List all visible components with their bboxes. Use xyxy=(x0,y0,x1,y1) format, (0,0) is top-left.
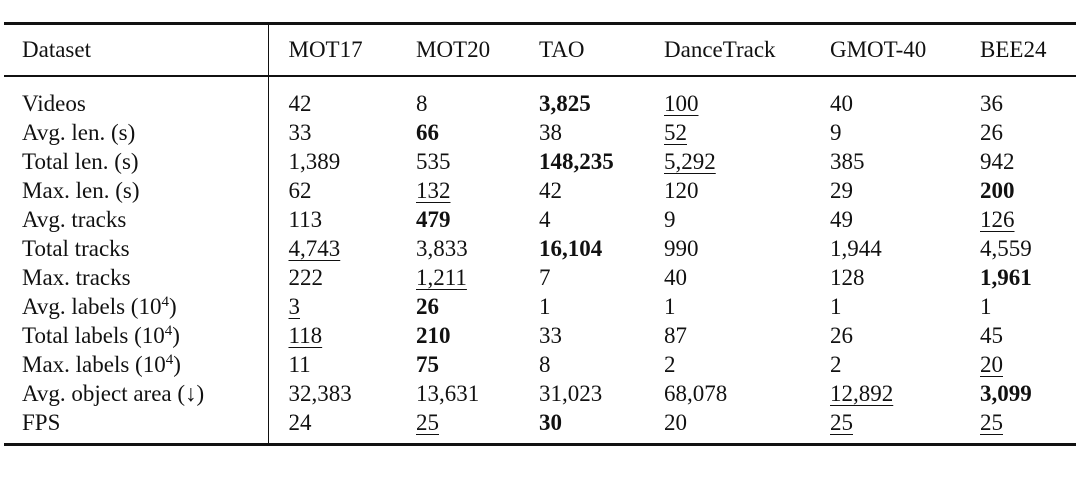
cell-value: 9 xyxy=(664,206,676,232)
cell-value: 3,099 xyxy=(980,380,1032,406)
table-row xyxy=(4,118,1076,147)
cell-value: 3 xyxy=(288,293,300,319)
cell-value: 29 xyxy=(830,177,853,203)
cell-value: 535 xyxy=(416,148,451,174)
cell-value: 132 xyxy=(416,177,451,203)
cell-value: 36 xyxy=(980,90,1003,116)
row-label-text: Max. labels (10 xyxy=(22,351,166,377)
table-cell xyxy=(960,292,1076,321)
cell-value: 42 xyxy=(539,177,562,203)
table-cell xyxy=(396,77,519,118)
cell-value: 26 xyxy=(830,322,853,348)
table-cell xyxy=(644,408,810,443)
cell-value: 13,631 xyxy=(416,380,480,406)
table-cell xyxy=(519,292,644,321)
table-cell xyxy=(268,234,396,263)
row-label xyxy=(4,379,268,408)
cell-value: 118 xyxy=(288,322,323,348)
table-cell xyxy=(519,205,644,234)
cell-value: 1 xyxy=(664,293,676,319)
table-cell xyxy=(644,118,810,147)
table-cell xyxy=(519,263,644,292)
cell-value: 7 xyxy=(539,264,551,290)
table-cell xyxy=(396,234,519,263)
cell-value: 11 xyxy=(288,351,311,377)
row-label-text: Avg. len. (s) xyxy=(22,119,136,145)
table-cell xyxy=(960,176,1076,205)
table-cell xyxy=(519,408,644,443)
cell-value: 4 xyxy=(539,206,551,232)
table-cell xyxy=(396,350,519,379)
header-cell-bee24: BEE24 xyxy=(980,37,1047,62)
cell-value: 33 xyxy=(539,322,562,348)
table-cell xyxy=(519,379,644,408)
table-cell xyxy=(810,77,960,118)
table-cell xyxy=(810,234,960,263)
row-label-text: Total len. (s) xyxy=(22,148,139,174)
cell-value: 1 xyxy=(980,293,992,319)
table-row xyxy=(4,77,1076,118)
cell-value: 1,961 xyxy=(980,264,1032,290)
table-cell xyxy=(268,205,396,234)
cell-value: 32,383 xyxy=(288,380,352,406)
cell-value: 3,825 xyxy=(539,90,591,116)
cell-value: 2 xyxy=(830,351,842,377)
table-cell xyxy=(396,263,519,292)
cell-value: 1,211 xyxy=(416,264,467,290)
cell-value: 148,235 xyxy=(539,148,614,174)
cell-value: 20 xyxy=(980,351,1003,377)
table-row xyxy=(4,321,1076,350)
row-label-exponent: 4 xyxy=(165,351,174,368)
cell-value: 45 xyxy=(980,322,1003,348)
table-cell xyxy=(519,147,644,176)
row-label-text: Max. tracks xyxy=(22,264,131,290)
cell-value: 30 xyxy=(539,409,562,435)
table-cell xyxy=(519,176,644,205)
cell-value: 128 xyxy=(830,264,865,290)
cell-value: 113 xyxy=(288,206,323,232)
header-row xyxy=(4,25,1076,75)
cell-value: 40 xyxy=(664,264,687,290)
header-cell-mot20: MOT20 xyxy=(416,37,491,62)
cell-value: 2 xyxy=(664,351,676,377)
table-cell xyxy=(519,350,644,379)
cell-value: 9 xyxy=(830,119,842,145)
table-cell xyxy=(644,350,810,379)
cell-value: 33 xyxy=(288,119,312,145)
table-cell xyxy=(519,321,644,350)
cell-value: 16,104 xyxy=(539,235,603,261)
header-cell-gmot40: GMOT-40 xyxy=(830,37,927,62)
cell-value: 1 xyxy=(539,293,551,319)
table-row xyxy=(4,205,1076,234)
table-row xyxy=(4,176,1076,205)
table-cell xyxy=(644,263,810,292)
row-label-suffix: ) xyxy=(172,322,180,348)
table-cell xyxy=(519,118,644,147)
header-cell-tao: TAO xyxy=(539,37,585,62)
table-cell xyxy=(644,292,810,321)
row-label-text: Avg. object area (↓) xyxy=(22,380,205,406)
cell-value: 200 xyxy=(980,177,1015,203)
table-cell xyxy=(960,379,1076,408)
cell-value: 26 xyxy=(416,293,439,319)
table-cell xyxy=(644,321,810,350)
table-cell xyxy=(810,147,960,176)
table-row xyxy=(4,379,1076,408)
table-cell xyxy=(960,321,1076,350)
header-cell-mot17: MOT17 xyxy=(268,25,396,75)
cell-value: 52 xyxy=(664,119,687,145)
cell-value: 62 xyxy=(288,177,312,203)
cell-value: 25 xyxy=(830,409,853,435)
cell-value: 479 xyxy=(416,206,451,232)
row-label-text: Avg. tracks xyxy=(22,206,127,232)
table-cell xyxy=(268,379,396,408)
row-label xyxy=(4,234,268,263)
cell-value: 25 xyxy=(980,409,1003,435)
table-cell xyxy=(644,176,810,205)
cell-value: 942 xyxy=(980,148,1015,174)
table-cell xyxy=(810,408,960,443)
table-cell xyxy=(396,147,519,176)
cell-value: 26 xyxy=(980,119,1003,145)
table-cell xyxy=(396,321,519,350)
cell-value: 1 xyxy=(830,293,842,319)
table-cell xyxy=(960,118,1076,147)
table-cell xyxy=(268,321,396,350)
table-cell xyxy=(810,263,960,292)
row-label-text: Total tracks xyxy=(22,235,130,261)
table-cell xyxy=(396,176,519,205)
row-label-text: Max. len. (s) xyxy=(22,177,140,203)
row-label-text: Total labels (10 xyxy=(22,322,165,348)
table-cell xyxy=(810,292,960,321)
table-cell xyxy=(960,205,1076,234)
table-cell xyxy=(644,379,810,408)
table-cell xyxy=(810,118,960,147)
cell-value: 66 xyxy=(416,119,439,145)
cell-value: 68,078 xyxy=(664,380,728,406)
cell-value: 25 xyxy=(416,409,439,435)
cell-value: 1,389 xyxy=(288,148,341,174)
dataset-comparison-table xyxy=(4,22,1076,446)
bottom-rule xyxy=(4,443,1076,446)
row-label-suffix: ) xyxy=(168,293,177,319)
cell-value: 24 xyxy=(288,409,312,435)
table-cell xyxy=(268,292,396,321)
table-row xyxy=(4,292,1076,321)
cell-value: 20 xyxy=(664,409,687,435)
table-cell xyxy=(396,118,519,147)
row-label xyxy=(4,263,268,292)
table-cell xyxy=(960,234,1076,263)
row-label xyxy=(4,292,268,321)
table-row xyxy=(4,234,1076,263)
table-cell xyxy=(960,350,1076,379)
cell-value: 4,559 xyxy=(980,235,1032,261)
table-row xyxy=(4,147,1076,176)
table-cell xyxy=(268,77,396,118)
row-label-exponent: 4 xyxy=(161,293,169,310)
row-label xyxy=(4,350,268,379)
table-row xyxy=(4,350,1076,379)
cell-value: 87 xyxy=(664,322,687,348)
row-label-suffix: ) xyxy=(173,351,181,377)
table-cell xyxy=(810,321,960,350)
row-label xyxy=(4,205,268,234)
row-label xyxy=(4,118,268,147)
table-cell xyxy=(268,408,396,443)
row-label xyxy=(4,408,268,443)
cell-value: 75 xyxy=(416,351,439,377)
cell-value: 210 xyxy=(416,322,451,348)
table-cell xyxy=(810,205,960,234)
table-cell xyxy=(960,408,1076,443)
row-label-text: Avg. labels (10 xyxy=(22,293,162,319)
table-cell xyxy=(810,350,960,379)
table-cell xyxy=(396,379,519,408)
table-cell xyxy=(644,234,810,263)
table-cell xyxy=(960,263,1076,292)
table-cell xyxy=(268,176,396,205)
cell-value: 120 xyxy=(664,177,699,203)
table-row xyxy=(4,408,1076,443)
table-cell xyxy=(396,205,519,234)
cell-value: 222 xyxy=(288,264,323,290)
row-label-exponent: 4 xyxy=(164,322,173,339)
cell-value: 990 xyxy=(664,235,699,261)
table-cell xyxy=(396,292,519,321)
cell-value: 8 xyxy=(416,90,428,116)
cell-value: 40 xyxy=(830,90,853,116)
table-cell xyxy=(810,379,960,408)
table-cell xyxy=(268,350,396,379)
cell-value: 8 xyxy=(539,351,551,377)
cell-value: 4,743 xyxy=(288,235,341,261)
cell-value: 3,833 xyxy=(416,235,468,261)
table-cell xyxy=(810,176,960,205)
header-cell-dataset: Dataset xyxy=(22,37,91,62)
cell-value: 42 xyxy=(288,90,312,116)
table-cell xyxy=(519,234,644,263)
table-cell xyxy=(644,205,810,234)
cell-value: 38 xyxy=(539,119,562,145)
cell-value: 126 xyxy=(980,206,1015,232)
header-cell-dancetrack: DanceTrack xyxy=(664,37,776,62)
table xyxy=(4,25,1076,75)
table-cell xyxy=(960,77,1076,118)
row-label xyxy=(4,176,268,205)
cell-value: 31,023 xyxy=(539,380,603,406)
cell-value: 12,892 xyxy=(830,380,894,406)
table-cell xyxy=(644,77,810,118)
row-label xyxy=(4,321,268,350)
row-label xyxy=(4,147,268,176)
cell-value: 1,944 xyxy=(830,235,882,261)
table-row xyxy=(4,263,1076,292)
table-cell xyxy=(268,263,396,292)
cell-value: 49 xyxy=(830,206,853,232)
table-cell xyxy=(519,77,644,118)
table-cell xyxy=(960,147,1076,176)
cell-value: 100 xyxy=(664,90,699,116)
table-cell xyxy=(644,147,810,176)
table-cell xyxy=(268,147,396,176)
table-cell xyxy=(396,408,519,443)
table-cell xyxy=(268,118,396,147)
table-body xyxy=(4,77,1077,443)
cell-value: 385 xyxy=(830,148,865,174)
cell-value: 5,292 xyxy=(664,148,716,174)
row-label xyxy=(4,77,268,118)
row-label-text: Videos xyxy=(22,90,86,116)
row-label-text: FPS xyxy=(22,409,61,435)
